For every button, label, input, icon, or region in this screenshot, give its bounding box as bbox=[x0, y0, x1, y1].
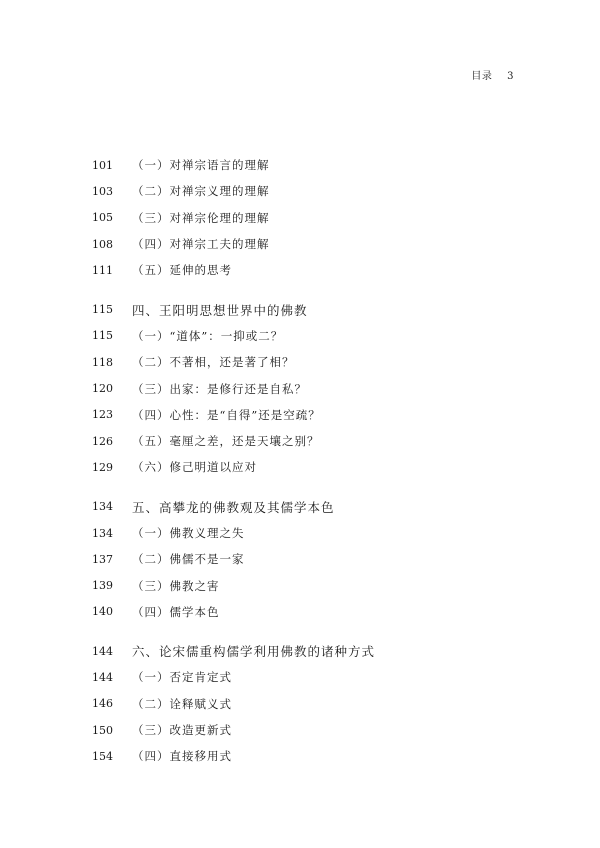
toc-entry[interactable] bbox=[92, 205, 522, 231]
running-header bbox=[471, 67, 514, 82]
toc-page: 140 bbox=[92, 605, 113, 619]
toc-entry[interactable] bbox=[92, 520, 522, 546]
toc-title: 五、高攀龙的佛教观及其儒学本色 bbox=[132, 499, 335, 515]
toc-section-heading[interactable] bbox=[92, 296, 522, 322]
toc-title: （三）出家：是修行还是自私？ bbox=[132, 381, 307, 396]
header-label: 目录 bbox=[471, 71, 493, 82]
toc-section-heading[interactable] bbox=[92, 494, 522, 520]
toc-entry[interactable] bbox=[92, 349, 522, 375]
toc-title: （三）佛教之害 bbox=[132, 578, 220, 593]
toc-entry[interactable] bbox=[92, 743, 522, 769]
toc-entry[interactable] bbox=[92, 691, 522, 717]
toc-page: 118 bbox=[92, 355, 113, 369]
toc-entry[interactable] bbox=[92, 546, 522, 572]
toc-title: （六）修己明道以应对 bbox=[132, 460, 257, 475]
toc-title: （五）毫厘之差，还是天壤之别？ bbox=[132, 434, 320, 449]
toc-page: 144 bbox=[92, 644, 113, 658]
toc-page: 123 bbox=[92, 408, 113, 422]
toc-page: 134 bbox=[92, 500, 113, 514]
toc-page: 111 bbox=[92, 263, 113, 277]
toc-page: 129 bbox=[92, 460, 113, 474]
toc-entry[interactable] bbox=[92, 231, 522, 257]
toc-entry[interactable] bbox=[92, 152, 522, 178]
toc-title: （四）直接移用式 bbox=[132, 749, 232, 764]
toc-entry[interactable] bbox=[92, 178, 522, 204]
toc-title: 四、王阳明思想世界中的佛教 bbox=[132, 302, 308, 318]
toc-entry[interactable] bbox=[92, 402, 522, 428]
toc-entry[interactable] bbox=[92, 454, 522, 480]
toc-page: 154 bbox=[92, 749, 113, 763]
toc-title: （三）对禅宗伦理的理解 bbox=[132, 210, 270, 225]
toc-entry[interactable] bbox=[92, 257, 522, 283]
toc-title: （一）否定肯定式 bbox=[132, 670, 232, 685]
toc-entry[interactable] bbox=[92, 664, 522, 690]
toc-title: （二）诠释赋义式 bbox=[132, 696, 232, 711]
toc-title: （二）不著相，还是著了相？ bbox=[132, 355, 295, 370]
toc-page: 103 bbox=[92, 184, 113, 198]
toc-title: （三）改造更新式 bbox=[132, 723, 232, 738]
toc-page: 108 bbox=[92, 237, 113, 251]
toc-page: 105 bbox=[92, 211, 113, 225]
toc-page: 126 bbox=[92, 434, 113, 448]
toc-page: 115 bbox=[92, 303, 113, 317]
toc-title: （四）儒学本色 bbox=[132, 604, 220, 619]
toc-page: 101 bbox=[92, 158, 113, 172]
toc-page: 144 bbox=[92, 670, 113, 684]
toc-page: 115 bbox=[92, 329, 113, 343]
toc-title: （四）心性：是“自得”还是空疏？ bbox=[132, 407, 321, 422]
toc-title: （一）“道体”：一抑或二？ bbox=[132, 328, 284, 343]
toc-title: （四）对禅宗工夫的理解 bbox=[132, 237, 270, 252]
toc-entry[interactable] bbox=[92, 375, 522, 401]
toc-page: 137 bbox=[92, 552, 113, 566]
toc-entry[interactable] bbox=[92, 428, 522, 454]
toc-title: （二）对禅宗义理的理解 bbox=[132, 184, 270, 199]
toc-title: （一）佛教义理之失 bbox=[132, 526, 245, 540]
header-page-number: 3 bbox=[507, 71, 514, 82]
table-of-contents bbox=[92, 152, 522, 770]
toc-page: 139 bbox=[92, 579, 113, 593]
toc-entry[interactable] bbox=[92, 717, 522, 743]
toc-title: （一）对禅宗语言的理解 bbox=[132, 158, 270, 173]
toc-page: 150 bbox=[92, 723, 113, 737]
toc-entry[interactable] bbox=[92, 572, 522, 598]
toc-section-heading[interactable] bbox=[92, 638, 522, 664]
toc-title: 六、论宋儒重构儒学利用佛教的诸种方式 bbox=[132, 644, 376, 660]
toc-title: （二）佛儒不是一家 bbox=[132, 552, 245, 567]
toc-page: 146 bbox=[92, 697, 113, 711]
toc-entry[interactable] bbox=[92, 599, 522, 625]
toc-page: 120 bbox=[92, 382, 113, 396]
toc-title: （五）延伸的思考 bbox=[132, 263, 232, 278]
toc-page: 134 bbox=[92, 526, 113, 540]
toc-entry[interactable] bbox=[92, 323, 522, 349]
